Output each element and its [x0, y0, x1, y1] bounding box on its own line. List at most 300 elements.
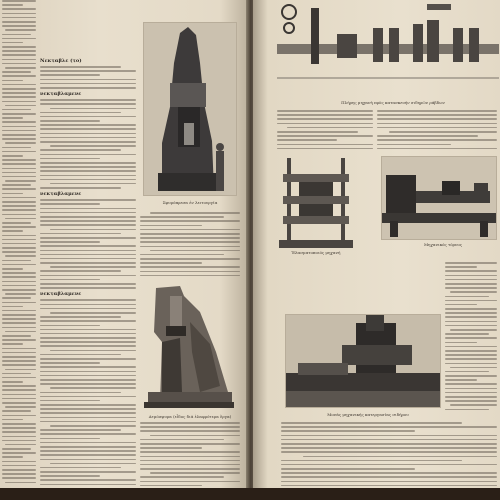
text-line — [40, 103, 136, 105]
text-line — [140, 430, 240, 432]
text-line — [40, 133, 136, 135]
text-line — [40, 354, 121, 356]
text-line — [150, 212, 240, 214]
text-line — [140, 271, 240, 273]
text-line — [140, 451, 240, 453]
text-line — [2, 402, 36, 404]
text-line — [50, 425, 136, 427]
text-line — [40, 250, 136, 252]
text-line — [445, 342, 477, 344]
text-line — [389, 131, 497, 133]
text-line — [40, 79, 136, 81]
text-line — [40, 245, 136, 247]
text-line — [2, 17, 36, 19]
text-line — [277, 131, 358, 133]
steam-hammer-illustration — [144, 23, 236, 195]
text-line — [40, 208, 136, 210]
text-line — [40, 304, 136, 306]
text-line — [2, 96, 36, 98]
text-line — [5, 444, 36, 446]
text-line — [50, 350, 136, 352]
text-line — [277, 123, 373, 125]
right-page — [253, 0, 500, 492]
text-line — [445, 388, 497, 390]
text-line — [40, 396, 136, 398]
text-line — [377, 127, 497, 129]
text-line — [281, 460, 462, 462]
text-line — [377, 114, 497, 116]
text-line — [2, 419, 23, 421]
figure-caption: Μηχανικός τόρνος — [423, 242, 463, 247]
text-line — [50, 229, 136, 231]
text-line — [2, 247, 36, 249]
text-line — [450, 329, 497, 331]
text-line — [2, 235, 36, 237]
text-line — [140, 216, 224, 218]
text-line — [140, 426, 240, 428]
headword: νεκταβλαμενε — [40, 291, 82, 298]
rolling-mill-drawing — [277, 0, 499, 96]
text-line — [281, 472, 497, 474]
text-line — [2, 54, 36, 56]
text-line — [2, 80, 23, 82]
text-line — [2, 130, 36, 132]
text-line — [2, 398, 36, 400]
text-line — [40, 450, 136, 452]
text-line — [445, 266, 477, 268]
text-line — [50, 183, 136, 185]
text-line — [2, 473, 36, 475]
text-line — [445, 262, 497, 264]
text-line — [5, 406, 36, 408]
text-line — [50, 108, 136, 110]
text-line — [445, 279, 497, 281]
text-line — [2, 477, 36, 479]
text-line — [2, 302, 36, 304]
text-line — [450, 291, 497, 293]
text-line — [445, 409, 489, 411]
text-line — [2, 38, 36, 40]
text-line — [445, 350, 497, 352]
text-line — [40, 233, 121, 235]
text-line — [2, 222, 31, 224]
text-line — [40, 128, 136, 130]
text-line — [40, 237, 136, 239]
text-line — [2, 184, 31, 186]
headword: Νεκταβλε (το) — [40, 58, 82, 64]
text-line — [281, 476, 497, 478]
text-line — [40, 149, 121, 151]
text-line — [40, 270, 121, 272]
text-line — [2, 109, 31, 111]
text-line — [40, 254, 136, 256]
text-line — [40, 421, 136, 423]
text-line — [281, 447, 497, 449]
text-line — [2, 4, 23, 6]
text-line — [40, 454, 136, 456]
text-line — [40, 345, 136, 347]
text-line — [140, 275, 240, 277]
text-line — [40, 479, 136, 481]
text-line — [2, 423, 36, 425]
text-line — [277, 114, 373, 116]
text-line — [40, 262, 136, 264]
text-line — [40, 337, 136, 339]
text-line — [281, 485, 497, 487]
text-line — [5, 218, 36, 220]
text-line — [40, 333, 136, 335]
text-line — [445, 283, 497, 285]
text-line — [140, 266, 240, 268]
text-line — [2, 117, 23, 119]
text-line — [377, 144, 451, 146]
text-line — [40, 66, 121, 68]
text-line — [40, 212, 136, 214]
text-line — [2, 264, 36, 266]
text-line — [2, 272, 36, 274]
right-column-2 — [377, 110, 497, 152]
text-line — [40, 87, 136, 89]
text-line — [2, 243, 36, 245]
text-line — [450, 367, 497, 369]
text-line — [445, 296, 489, 298]
text-line — [50, 312, 136, 314]
text-line — [2, 84, 36, 86]
text-line — [2, 306, 23, 308]
text-line — [445, 304, 477, 306]
text-line — [281, 430, 415, 432]
text-line — [2, 46, 36, 48]
text-line — [2, 469, 36, 471]
large-machine-illustration — [286, 315, 440, 407]
text-line — [5, 293, 36, 295]
text-line — [277, 110, 373, 112]
left-column-3-lower — [140, 422, 240, 489]
lathe-illustration — [382, 157, 496, 239]
text-line — [40, 341, 136, 343]
text-line — [40, 166, 136, 168]
text-line — [445, 312, 497, 314]
text-line — [2, 214, 36, 216]
text-line — [2, 42, 23, 44]
text-line — [40, 371, 136, 373]
text-line — [5, 369, 36, 371]
right-column-3 — [445, 262, 497, 413]
text-line — [2, 297, 31, 299]
text-line — [40, 408, 136, 410]
rolling-press-drawing — [279, 152, 353, 248]
text-line — [2, 465, 36, 467]
text-line — [40, 375, 136, 377]
text-line — [377, 148, 497, 150]
figure-caption: Ἐλασματοποιός μηχανή — [291, 250, 341, 255]
text-line — [377, 139, 497, 141]
text-line — [2, 322, 36, 324]
figure-caption: Πλήρης μηχανὴ πρὸς κατασκευήν σιδηρῶν ράβδων — [341, 100, 445, 105]
text-line — [445, 392, 497, 394]
text-line — [40, 154, 136, 156]
text-line — [2, 260, 31, 262]
text-line — [2, 8, 36, 10]
text-line — [50, 387, 136, 389]
text-line — [2, 201, 36, 203]
text-line — [40, 362, 100, 364]
text-line — [140, 456, 240, 458]
text-line — [2, 230, 23, 232]
text-line — [450, 404, 497, 406]
text-line — [277, 135, 373, 137]
text-line — [445, 383, 497, 385]
text-line — [377, 118, 497, 120]
text-line — [2, 348, 36, 350]
text-line — [2, 0, 36, 2]
text-line — [40, 124, 136, 126]
text-line — [40, 429, 121, 431]
text-line — [2, 431, 36, 433]
text-line — [287, 127, 373, 129]
text-line — [2, 121, 36, 123]
text-line — [2, 205, 36, 207]
text-line — [150, 250, 240, 252]
text-line — [2, 452, 36, 454]
text-line — [2, 13, 36, 15]
left-column-2 — [40, 0, 136, 492]
figure-large-machine-photo — [285, 314, 441, 408]
text-line — [445, 371, 489, 373]
text-line — [40, 471, 136, 473]
text-line — [50, 463, 136, 465]
text-line — [5, 67, 36, 69]
text-line — [140, 460, 240, 462]
figure-rolling-press — [279, 152, 353, 248]
text-line — [2, 151, 36, 153]
text-line — [2, 59, 36, 61]
text-line — [140, 485, 202, 487]
text-line — [140, 258, 240, 260]
text-line — [281, 439, 497, 441]
text-line — [40, 120, 100, 122]
text-line — [40, 175, 136, 177]
text-line — [277, 148, 373, 150]
text-line — [140, 481, 240, 483]
text-line — [40, 459, 136, 461]
text-line — [2, 318, 36, 320]
text-line — [2, 163, 36, 165]
text-line — [40, 366, 136, 368]
text-line — [303, 456, 497, 458]
text-line — [5, 255, 36, 257]
text-line — [40, 433, 136, 435]
text-line — [445, 325, 497, 327]
text-line — [40, 392, 121, 394]
text-line — [2, 71, 31, 73]
text-line — [5, 180, 36, 182]
text-line — [445, 300, 497, 302]
text-line — [40, 412, 136, 414]
text-line — [40, 116, 136, 118]
text-line — [40, 216, 136, 218]
text-line — [40, 475, 100, 477]
text-line — [40, 442, 136, 444]
figure-lathe-photo — [381, 156, 497, 240]
text-line — [40, 203, 100, 205]
text-line — [2, 381, 23, 383]
text-line — [281, 426, 497, 428]
figure-steam-hammer-drawing — [140, 282, 238, 410]
text-line — [2, 101, 36, 103]
text-line — [5, 142, 36, 144]
text-line — [281, 451, 497, 453]
text-line — [445, 396, 497, 398]
left-page — [0, 0, 250, 492]
text-line — [140, 468, 240, 470]
text-line — [2, 436, 36, 438]
figure-caption: Μονάς μηχανικής κατεργασίας σιδήρου — [327, 412, 409, 417]
text-line — [40, 112, 121, 114]
text-line — [140, 241, 240, 243]
text-line — [2, 289, 36, 291]
text-line — [40, 224, 136, 226]
text-line — [2, 134, 36, 136]
text-line — [2, 155, 23, 157]
text-line — [445, 346, 497, 348]
text-line — [140, 233, 240, 235]
text-line — [2, 394, 36, 396]
text-line — [2, 352, 36, 354]
text-line — [2, 440, 36, 442]
text-line — [40, 325, 100, 327]
text-line — [445, 316, 497, 318]
text-line — [2, 448, 31, 450]
text-line — [140, 476, 224, 478]
right-column-1 — [277, 110, 373, 152]
figure-caption: Σφυρόπρεσα ἐν λειτουργία — [162, 200, 218, 205]
text-line — [277, 118, 373, 120]
text-line — [2, 314, 36, 316]
text-line — [2, 159, 36, 161]
text-line — [2, 268, 23, 270]
text-line — [445, 321, 497, 323]
text-line — [2, 34, 31, 36]
text-line — [40, 299, 136, 301]
text-line — [40, 199, 136, 201]
text-line — [40, 320, 136, 322]
text-line — [40, 74, 100, 76]
text-line — [445, 275, 497, 277]
text-line — [5, 105, 36, 107]
text-line — [140, 237, 240, 239]
text-line — [2, 113, 36, 115]
text-line — [2, 126, 36, 128]
text-line — [281, 468, 415, 470]
text-line — [40, 308, 136, 310]
text-line — [2, 427, 36, 429]
text-line — [40, 287, 136, 289]
text-line — [281, 481, 497, 483]
text-line — [140, 225, 202, 227]
text-line — [2, 176, 36, 178]
text-line — [2, 50, 36, 52]
text-line — [5, 482, 36, 484]
text-line — [2, 147, 31, 149]
text-line — [40, 467, 121, 469]
text-line — [40, 446, 136, 448]
text-line — [40, 417, 136, 419]
text-line — [2, 25, 36, 27]
text-line — [40, 279, 100, 281]
text-line — [40, 400, 100, 402]
text-line — [150, 472, 240, 474]
text-line — [150, 435, 240, 437]
text-line — [445, 270, 497, 272]
text-line — [140, 447, 202, 449]
text-line — [277, 139, 337, 141]
text-line — [40, 358, 136, 360]
text-line — [281, 435, 497, 437]
text-line — [2, 21, 36, 23]
text-line — [140, 254, 224, 256]
text-line — [2, 360, 36, 362]
text-line — [40, 379, 136, 381]
text-line — [40, 187, 121, 189]
text-line — [40, 179, 136, 181]
text-line — [40, 220, 136, 222]
text-line — [40, 484, 136, 486]
text-line — [140, 229, 240, 231]
text-line — [2, 285, 36, 287]
text-line — [2, 197, 36, 199]
headword: νεκταβλαμενε — [40, 91, 82, 98]
text-line — [2, 63, 36, 65]
headword: νεκταβλαμενε — [40, 191, 82, 198]
text-line — [5, 331, 36, 333]
figure-steam-hammer-photo — [143, 22, 237, 196]
table-surface — [0, 488, 500, 500]
text-line — [140, 439, 224, 441]
text-line — [40, 258, 136, 260]
text-line — [140, 422, 240, 424]
text-line — [5, 29, 36, 31]
text-line — [2, 356, 36, 358]
figure-rolling-mill-line — [277, 0, 499, 96]
text-line — [2, 239, 36, 241]
left-column-3 — [140, 212, 240, 279]
text-line — [445, 379, 477, 381]
text-line — [2, 209, 36, 211]
text-line — [40, 170, 136, 172]
text-line — [40, 137, 136, 139]
text-line — [40, 241, 100, 243]
text-line — [40, 162, 136, 164]
text-line — [445, 333, 489, 335]
text-line — [40, 83, 136, 85]
text-line — [281, 422, 462, 424]
text-line — [2, 364, 36, 366]
text-line — [2, 389, 36, 391]
text-line — [40, 70, 136, 72]
text-line — [277, 144, 373, 146]
text-line — [140, 443, 240, 445]
text-line — [2, 327, 36, 329]
text-line — [2, 310, 36, 312]
text-line — [140, 246, 240, 248]
text-line — [2, 75, 36, 77]
text-line — [445, 337, 497, 339]
text-line — [2, 92, 36, 94]
text-line — [2, 168, 36, 170]
text-line — [50, 266, 136, 268]
text-line — [377, 123, 497, 125]
